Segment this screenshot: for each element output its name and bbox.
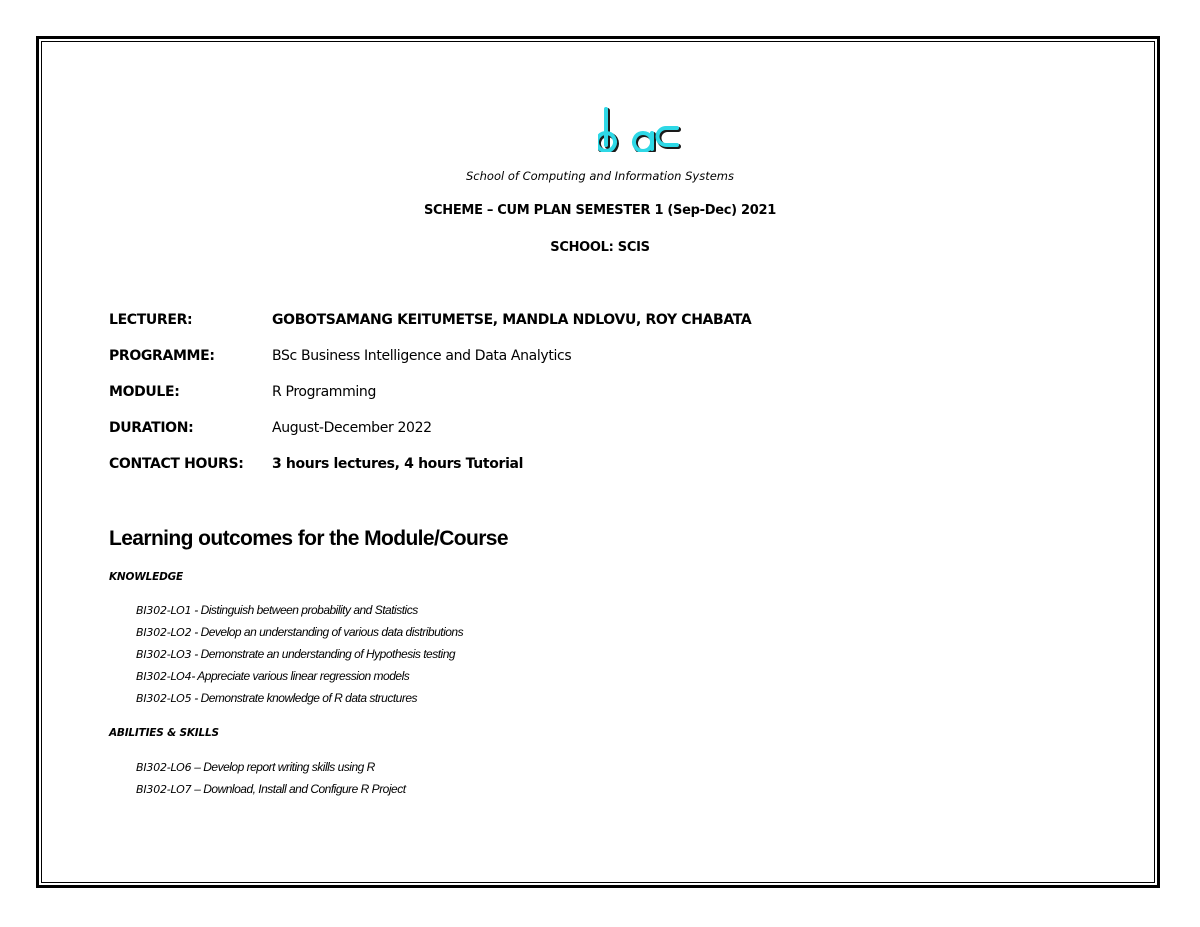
outcome-text: – Download, Install and Configure R Project bbox=[191, 782, 406, 796]
bac-logo bbox=[598, 106, 682, 152]
lecturer-value: GOBOTSAMANG KEITUMETSE, MANDLA NDLOVU, ROY CHABATA bbox=[272, 312, 752, 328]
contact-hours-label: CONTACT HOURS: bbox=[109, 456, 244, 472]
outcome-code: BI302-LO1 bbox=[136, 604, 192, 617]
module-value: R Programming bbox=[272, 384, 376, 400]
outcome-item bbox=[136, 760, 375, 774]
duration-value: August-December 2022 bbox=[272, 420, 432, 436]
learning-outcomes-heading: Learning outcomes for the Module/Course bbox=[109, 527, 508, 550]
scheme-title: SCHEME – CUM PLAN SEMESTER 1 (Sep-Dec) 2021 bbox=[423, 203, 777, 218]
knowledge-heading: KNOWLEDGE bbox=[109, 571, 184, 583]
school-name: SCHOOL: SCIS bbox=[550, 240, 650, 255]
lecturer-label: LECTURER: bbox=[109, 312, 193, 328]
school-subtitle: School of Computing and Information Systems bbox=[466, 169, 734, 183]
outcome-code: BI302-LO6 bbox=[136, 761, 192, 774]
outcome-text: - Demonstrate an understanding of Hypothesis testing bbox=[191, 647, 456, 661]
outcome-code: BI302-LO7 bbox=[136, 783, 192, 796]
duration-label: DURATION: bbox=[109, 420, 194, 436]
outcome-code: BI302-LO4 bbox=[136, 670, 192, 683]
contact-hours-value: 3 hours lectures, 4 hours Tutorial bbox=[272, 456, 524, 472]
outcome-text: - Distinguish between probability and Statistics bbox=[191, 603, 418, 617]
outcome-code: BI302-LO2 bbox=[136, 626, 192, 639]
outcome-code: BI302-LO5 bbox=[136, 692, 192, 705]
programme-label: PROGRAMME: bbox=[109, 348, 215, 364]
outcome-code: BI302-LO3 bbox=[136, 648, 192, 661]
outcome-item bbox=[136, 647, 455, 661]
programme-value: BSc Business Intelligence and Data Analytics bbox=[272, 348, 572, 364]
outcome-text: – Develop report writing skills using R bbox=[191, 760, 375, 774]
outcome-item bbox=[136, 691, 417, 705]
module-label: MODULE: bbox=[109, 384, 180, 400]
outcome-item bbox=[136, 603, 418, 617]
outcome-text: - Appreciate various linear regression models bbox=[191, 669, 410, 683]
outcome-text: - Demonstrate knowledge of R data structures bbox=[191, 691, 418, 705]
outcome-text: - Develop an understanding of various data distributions bbox=[191, 625, 464, 639]
outcome-item bbox=[136, 782, 406, 796]
outcome-item bbox=[136, 625, 463, 639]
abilities-skills-heading: ABILITIES & SKILLS bbox=[109, 727, 219, 739]
outcome-item bbox=[136, 669, 409, 683]
